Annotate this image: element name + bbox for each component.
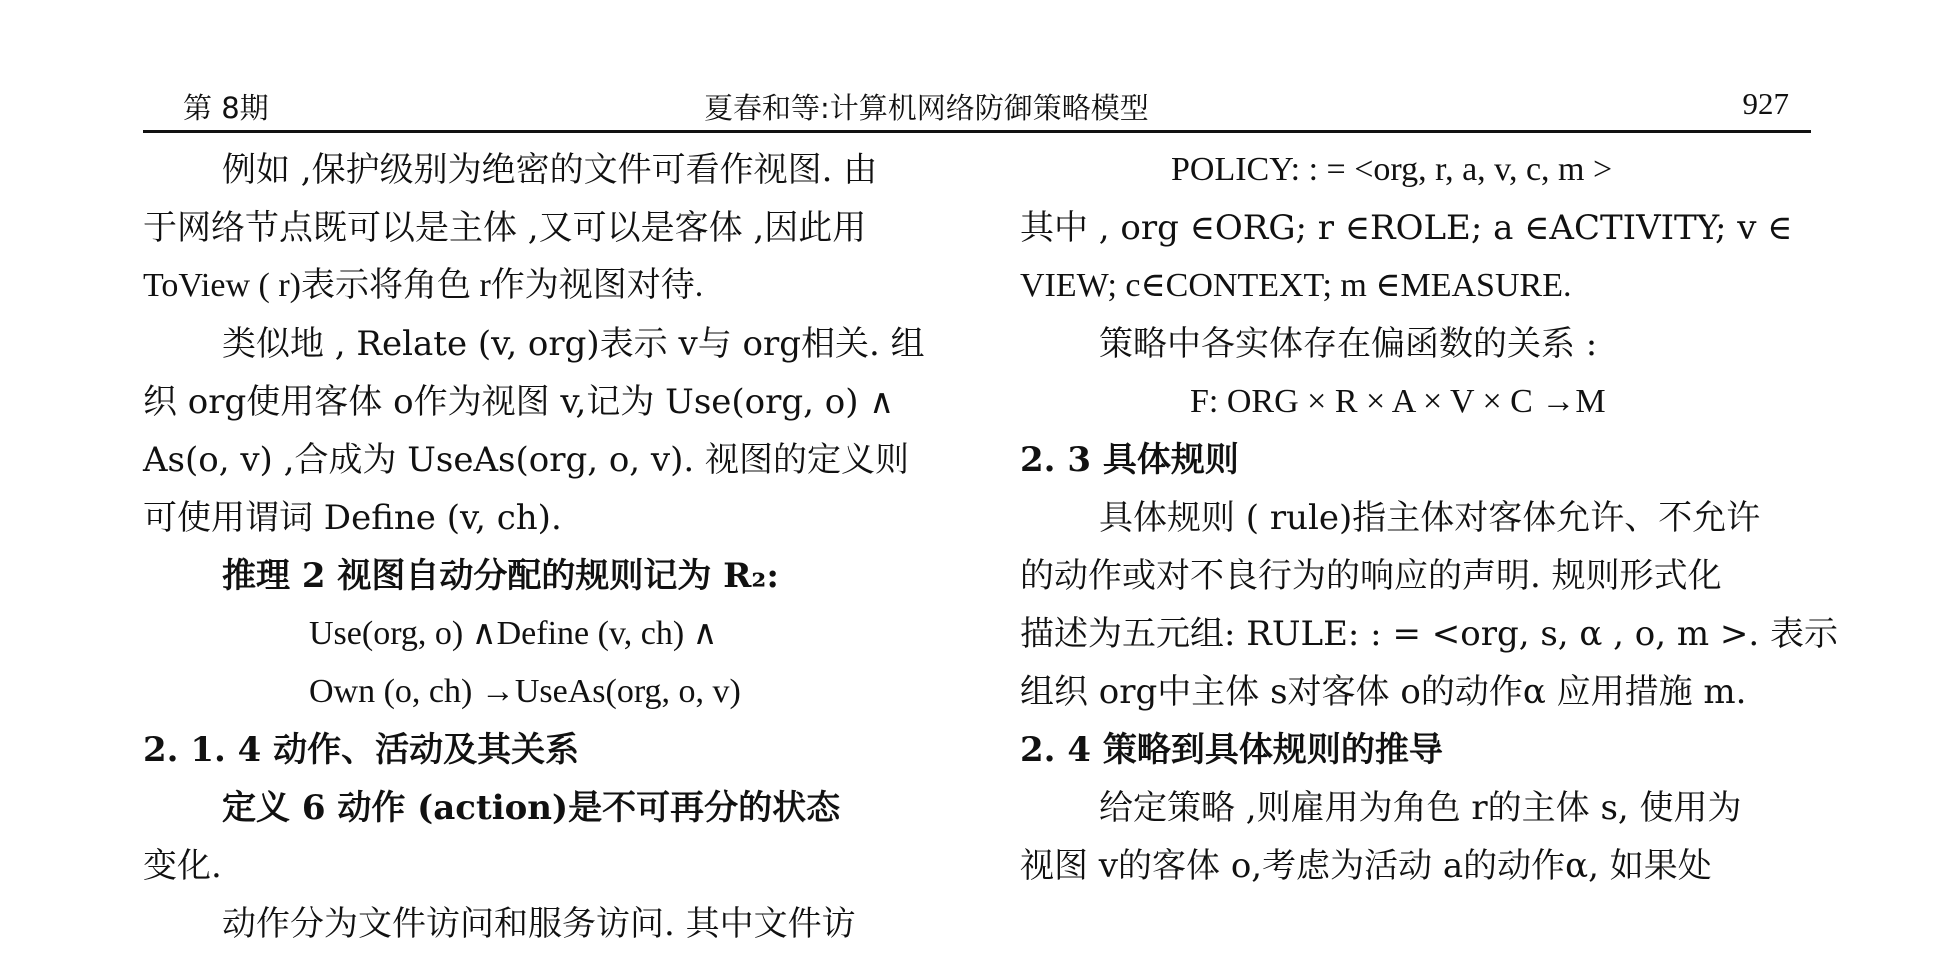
formula-line: Use(org, o) ∧Define (v, ch) ∧ [309, 615, 718, 652]
paragraph-line: 类似地 , Relate (v, org)表示 v与 org相关. 组 [222, 324, 925, 364]
paragraph-line: 例如 ,保护级别为绝密的文件可看作视图. 由 [222, 150, 878, 190]
definition-line: 定义 6 动作 (action)是不可再分的状态 [222, 788, 841, 828]
paragraph-line: 于网络节点既可以是主体 ,又可以是客体 ,因此用 [143, 208, 867, 248]
running-title: 夏春和等:计算机网络防御策略模型 [704, 91, 1149, 125]
formula-line: F: ORG × R × A × V × C →M [1190, 383, 1606, 420]
issue-label: 第 8期 [183, 91, 269, 125]
section-heading: 2. 4 策略到具体规则的推导 [1020, 730, 1443, 770]
paragraph-line: 描述为五元组: RULE: : = <org, s, α , o, m >. 表示 [1020, 614, 1839, 654]
paragraph-line: 动作分为文件访问和服务访问. 其中文件访 [222, 904, 856, 944]
paragraph-line: 给定策略 ,则雇用为角色 r的主体 s, 使用为 [1099, 788, 1742, 828]
paragraph-line: As(o, v) ,合成为 UseAs(org, o, v). 视图的定义则 [143, 440, 910, 480]
inference-heading: 推理 2 视图自动分配的规则记为 R₂: [222, 556, 779, 596]
paragraph-line: 织 org使用客体 o作为视图 v,记为 Use(org, o) ∧ [143, 382, 895, 422]
formula-line: POLICY: : = <org, r, a, v, c, m > [1171, 151, 1613, 188]
paragraph-line: 视图 v的客体 o,考虑为活动 a的动作α, 如果处 [1020, 846, 1712, 886]
paragraph-line: 变化. [143, 846, 222, 886]
formula-line: Own (o, ch) →UseAs(org, o, v) [309, 673, 741, 710]
paragraph-line: 其中 , org ∈ORG; r ∈ROLE; a ∈ACTIVITY; v ∈ [1020, 208, 1793, 248]
paragraph-line: ToView ( r)表示将角色 r作为视图对待. [143, 267, 704, 304]
paragraph-line: 具体规则 ( rule)指主体对客体允许、不允许 [1099, 498, 1761, 538]
paragraph-line: 策略中各实体存在偏函数的关系 : [1099, 324, 1598, 364]
section-heading: 2. 1. 4 动作、活动及其关系 [143, 730, 580, 770]
paragraph-line: VIEW; c∈CONTEXT; m ∈MEASURE. [1020, 267, 1572, 304]
paragraph-line: 可使用谓词 Define (v, ch). [143, 498, 562, 538]
running-header [143, 86, 1811, 136]
section-heading: 2. 3 具体规则 [1020, 440, 1239, 480]
header-rule [143, 130, 1811, 133]
paragraph-line: 组织 org中主体 s对客体 o的动作α 应用措施 m. [1020, 672, 1747, 712]
page-number: 927 [1742, 86, 1789, 121]
paragraph-line: 的动作或对不良行为的响应的声明. 规则形式化 [1020, 556, 1722, 596]
